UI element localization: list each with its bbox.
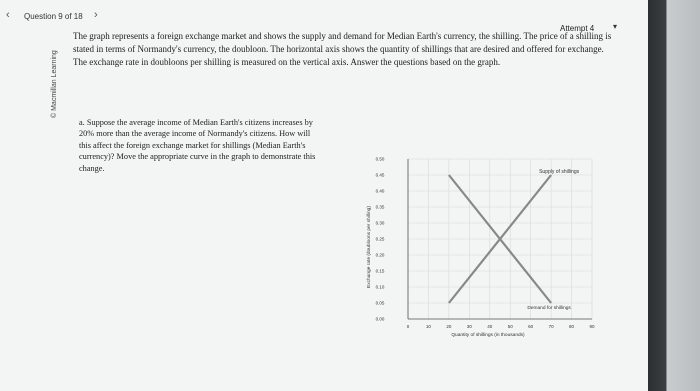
question-counter[interactable]: Question 9 of 18 bbox=[24, 12, 83, 21]
x-tick-label: 90 bbox=[589, 324, 595, 329]
y-tick-label: 0.05 bbox=[375, 300, 385, 306]
top-bar bbox=[0, 8, 648, 33]
x-tick-label: 10 bbox=[425, 324, 431, 329]
y-tick-label: 0.30 bbox=[375, 220, 385, 226]
x-tick-label: 50 bbox=[507, 324, 513, 329]
chevron-right-icon[interactable]: › bbox=[94, 9, 98, 21]
monitor-edge bbox=[648, 0, 700, 391]
question-a-text: a. Suppose the average income of Median Earth's citizens increases by 20% more than the average income of Normandy's citizens. How will this affect the foreign exchange market for shillings (Median Earth's currency)? Move the appropriate curve in the graph to demonstrate this change. bbox=[79, 118, 316, 173]
y-tick-label: 0.10 bbox=[375, 284, 385, 290]
x-axis-label: Quantity of shillings (in thousands) bbox=[451, 333, 525, 338]
y-axis-label: Exchange rate (doubloons per shilling) bbox=[367, 206, 372, 288]
y-tick-label: 0.45 bbox=[375, 172, 385, 178]
x-tick-label: 0 bbox=[406, 324, 410, 329]
exchange-rate-chart[interactable] bbox=[360, 145, 630, 355]
demand-label: Demand for shillings bbox=[527, 306, 571, 311]
watermark: © Macmillan Learning bbox=[51, 50, 58, 118]
x-tick-label: 70 bbox=[548, 324, 554, 329]
attempt-label[interactable]: Attempt 4 bbox=[560, 24, 595, 33]
y-tick-label: 0.50 bbox=[375, 156, 385, 162]
x-tick-label: 60 bbox=[528, 324, 534, 329]
supply-label: Supply of shillings bbox=[539, 169, 580, 175]
chart-labels bbox=[366, 169, 580, 338]
y-tick-label: 0.00 bbox=[375, 316, 385, 322]
x-tick-label: 20 bbox=[446, 324, 452, 329]
x-tick-label: 80 bbox=[569, 324, 575, 329]
chevron-left-icon[interactable]: ‹ bbox=[6, 9, 10, 21]
y-tick-label: 0.25 bbox=[375, 236, 385, 242]
intro-text: The graph represents a foreign exchange market and shows the supply and demand for Median Earth's currency, the shilling. The price of a shilling is stated in terms of Normandy's currency, the doubloon. The horizontal axis shows the quantity of shillings that are desired and offered for exchange. The exchange rate in doubloons per shilling is measured on the vertical axis. Answer the questions based on the graph. bbox=[73, 31, 612, 67]
y-tick-label: 0.40 bbox=[375, 188, 385, 194]
x-tick-label: 40 bbox=[487, 324, 493, 329]
y-tick-label: 0.20 bbox=[375, 252, 385, 258]
x-tick-label: 30 bbox=[466, 324, 472, 329]
y-tick-label: 0.15 bbox=[375, 268, 385, 274]
caret-down-icon[interactable]: ▾ bbox=[613, 22, 618, 31]
y-tick-label: 0.35 bbox=[375, 204, 385, 210]
